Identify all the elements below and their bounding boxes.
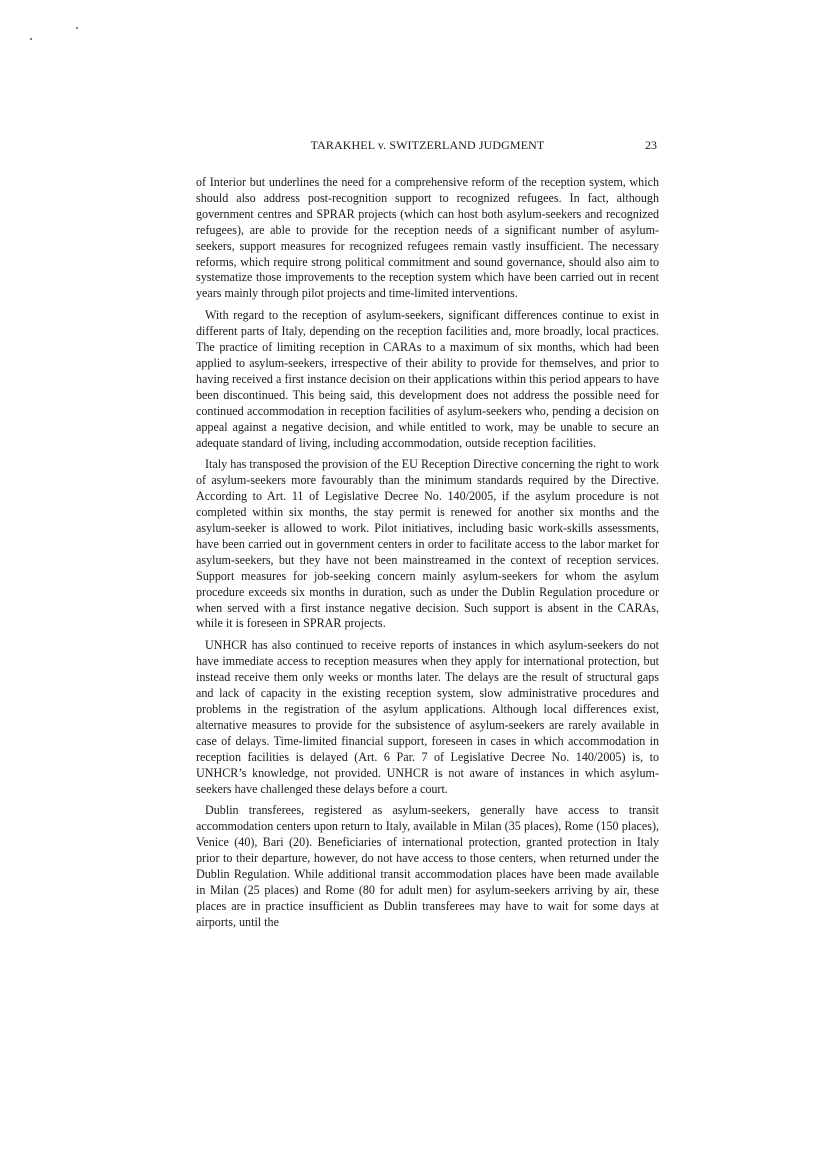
scan-speck (76, 27, 78, 29)
paragraph-right-to-work: Italy has transposed the provision of the EU Reception Directive concerning the right to work of asylum-seekers more favourably than the minimum standards required by the Directive. According to Art. 11 of Legislative Decree No. 140/2005, if the asylum procedure is not completed within six months, the stay permit is renewed for another six months and the asylum-seeker is allowed to work. Pilot initiatives, including basic work-skills assessments, have been carried out in government centers in order to facilitate access to the labor market for asylum-seekers, but they have not been mainstreamed in the context of reception services. Support measures for job-seeking concern mainly asylum-seekers for whom the asylum procedure exceeds six months in duration, such as under the Dublin Regulation procedure or when served with a first instance negative decision. Such support is absent in the CARAs, while it is foreseen in SPRAR projects. (196, 457, 659, 631)
paragraph-continuation: of Interior but underlines the need for a comprehensive reform of the reception system, which should also address post-recognition support to recognized refugees. In fact, although government centres and SPRAR projects (which can host both asylum-seekers and recognized refugees), are able to provide for the reception needs of a significant number of asylum-seekers, support measures for recognized refugees remain vastly insufficient. The necessary reforms, which require strong political commitment and sound governance, should also aim to systematize those improvements to the reception system which have been carried out in recent years mainly through pilot projects and time-limited interventions. (196, 175, 659, 301)
paragraph-access-delays: UNHCR has also continued to receive reports of instances in which asylum-seekers do not have immediate access to reception measures when they apply for international protection, but instead receive them only weeks or months later. The delays are the result of structural gaps and lack of capacity in the existing reception system, slow administrative procedures and problems in the registration of the asylum applications. Although local differences exist, alternative measures to provide for the subsistence of asylum-seekers are rarely available in case of delays. Time-limited financial support, foreseen in cases in which accommodation in reception facilities is delayed (Art. 6 Par. 7 of Legislative Decree No. 140/2005) is, to UNHCR’s knowledge, not provided. UNHCR is not aware of instances in which asylum-seekers have challenged these delays before a court. (196, 638, 659, 796)
scan-speck (30, 38, 32, 40)
running-header-title: TARAKHEL v. SWITZERLAND JUDGMENT (310, 138, 545, 152)
paragraph-reception-differences: With regard to the reception of asylum-seekers, significant differences continue to exist in different parts of Italy, depending on the reception facilities and, more broadly, local practices. The practice of limiting reception in CARAs to a maximum of six months, which had been applied to asylum-seekers, irrespective of their ability to provide for themselves, and prior to having received a first instance decision on their applications within this period appears to have been discontinued. This being said, this development does not address the possible need for continued accommodation in reception facilities of asylum-seekers who, pending a decision on appeal against a negative decision, and while entitled to work, may be unable to secure an adequate standard of living, including accommodation, outside reception facilities. (196, 308, 659, 450)
body-text (196, 175, 659, 937)
running-header (196, 137, 659, 153)
paragraph-dublin-transferees: Dublin transferees, registered as asylum-seekers, generally have access to transit accommodation centers upon return to Italy, available in Milan (35 places), Rome (150 places), Venice (40), Bari (20). Beneficiaries of international protection, granted protection in Italy prior to their departure, however, do not have access to those centers, when returned under the Dublin Regulation. While additional transit accommodation places have been made available in Milan (25 places) and Rome (80 for adult men) for asylum-seekers arriving by air, these places are in practice insufficient as Dublin transferees may have to wait for some days at airports, until the (196, 803, 659, 929)
page-number: 23 (645, 138, 657, 152)
